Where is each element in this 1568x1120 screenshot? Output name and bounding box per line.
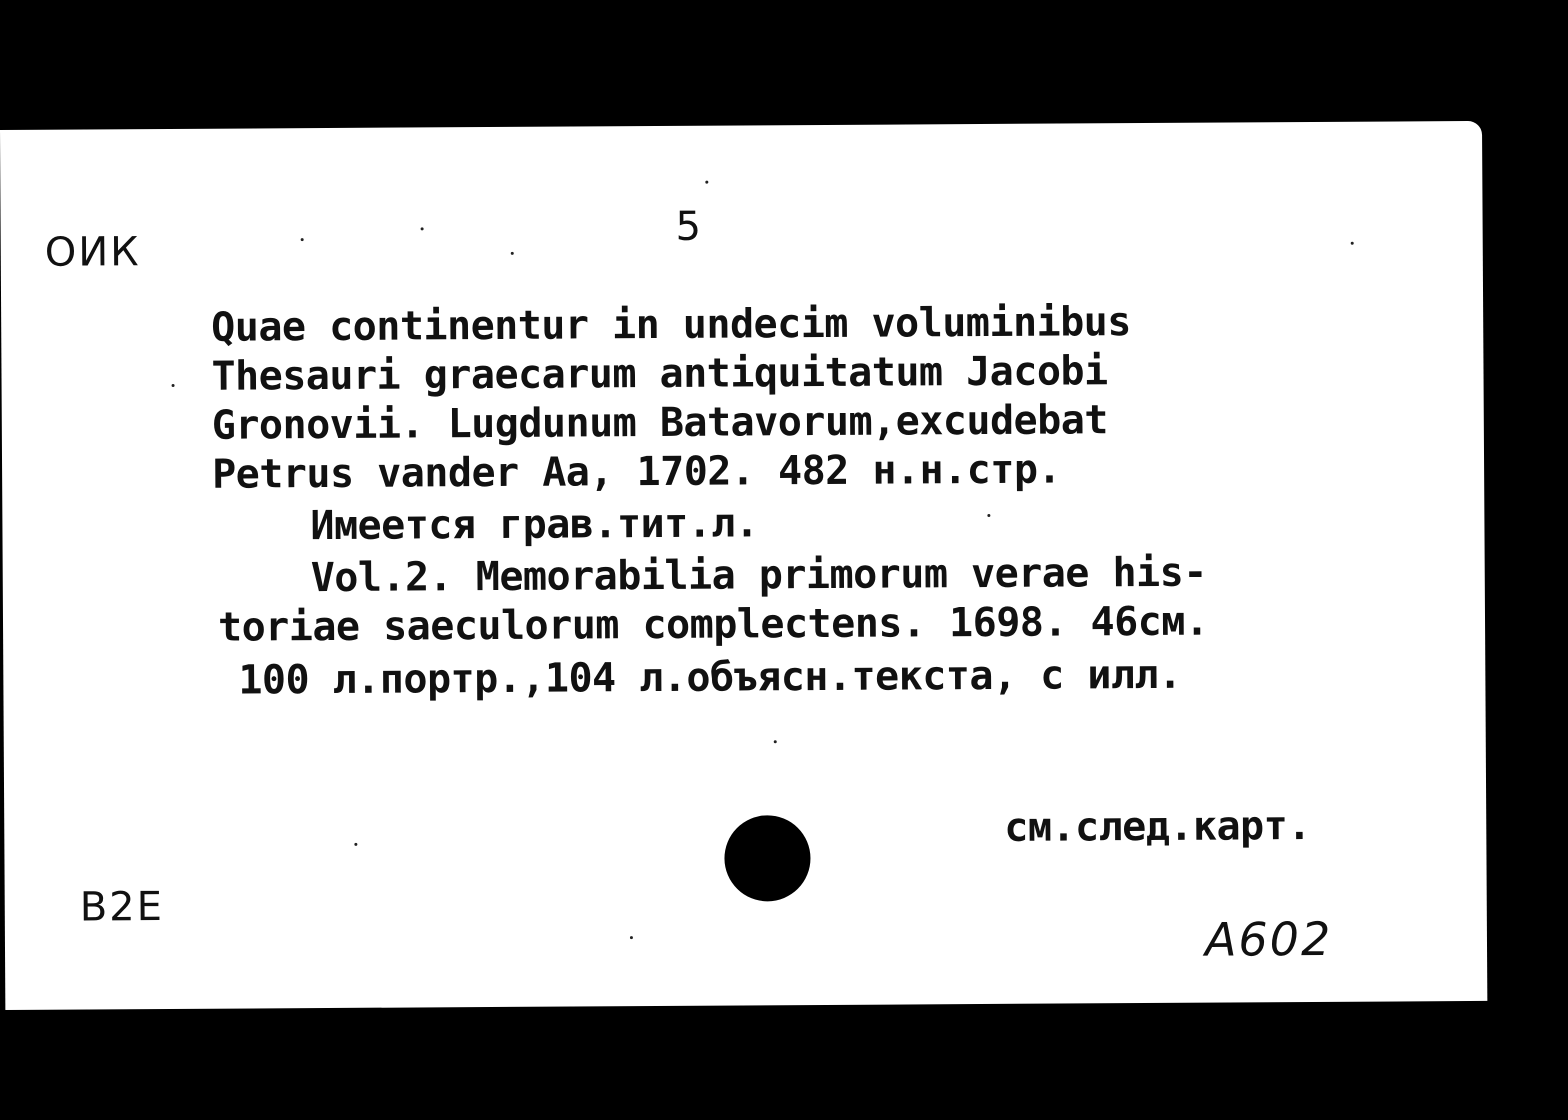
- speck: [987, 514, 990, 517]
- collection-code: ОИК: [44, 229, 141, 276]
- body-line: 100 л.портр.,104 л.объясн.текста, с илл.: [238, 651, 1182, 704]
- shelf-mark: В2Е: [79, 884, 165, 931]
- body-line: Petrus vander Aa, 1702. 482 н.н.стр.: [211, 446, 1062, 498]
- punch-hole: [724, 815, 811, 902]
- see-next-card-note: см.след.карт.: [1004, 803, 1311, 851]
- body-line: Thesauri graecarum antiquitatum Jacobi: [211, 348, 1108, 400]
- inventory-mark: А602: [1204, 911, 1333, 967]
- body-line: Имеется грав.тит.л.: [310, 500, 759, 550]
- card-number: 5: [675, 203, 704, 250]
- body-line: Vol.2. Memorabilia primorum verae his-: [310, 549, 1207, 602]
- speck: [421, 227, 424, 230]
- speck: [705, 181, 708, 184]
- body-line: Gronovii. Lugdunum Batavorum,excudebat: [211, 397, 1109, 449]
- body-line: Quae continentur in undecim voluminibus: [211, 299, 1132, 351]
- catalog-card: [0, 121, 1487, 1010]
- speck: [774, 740, 777, 743]
- body-line: toriae saeculorum complectens. 1698. 46см.: [217, 598, 1209, 651]
- speck: [301, 238, 304, 241]
- speck: [630, 936, 633, 939]
- speck: [354, 843, 357, 846]
- speck: [172, 384, 175, 387]
- speck: [511, 252, 514, 255]
- speck: [1351, 242, 1354, 245]
